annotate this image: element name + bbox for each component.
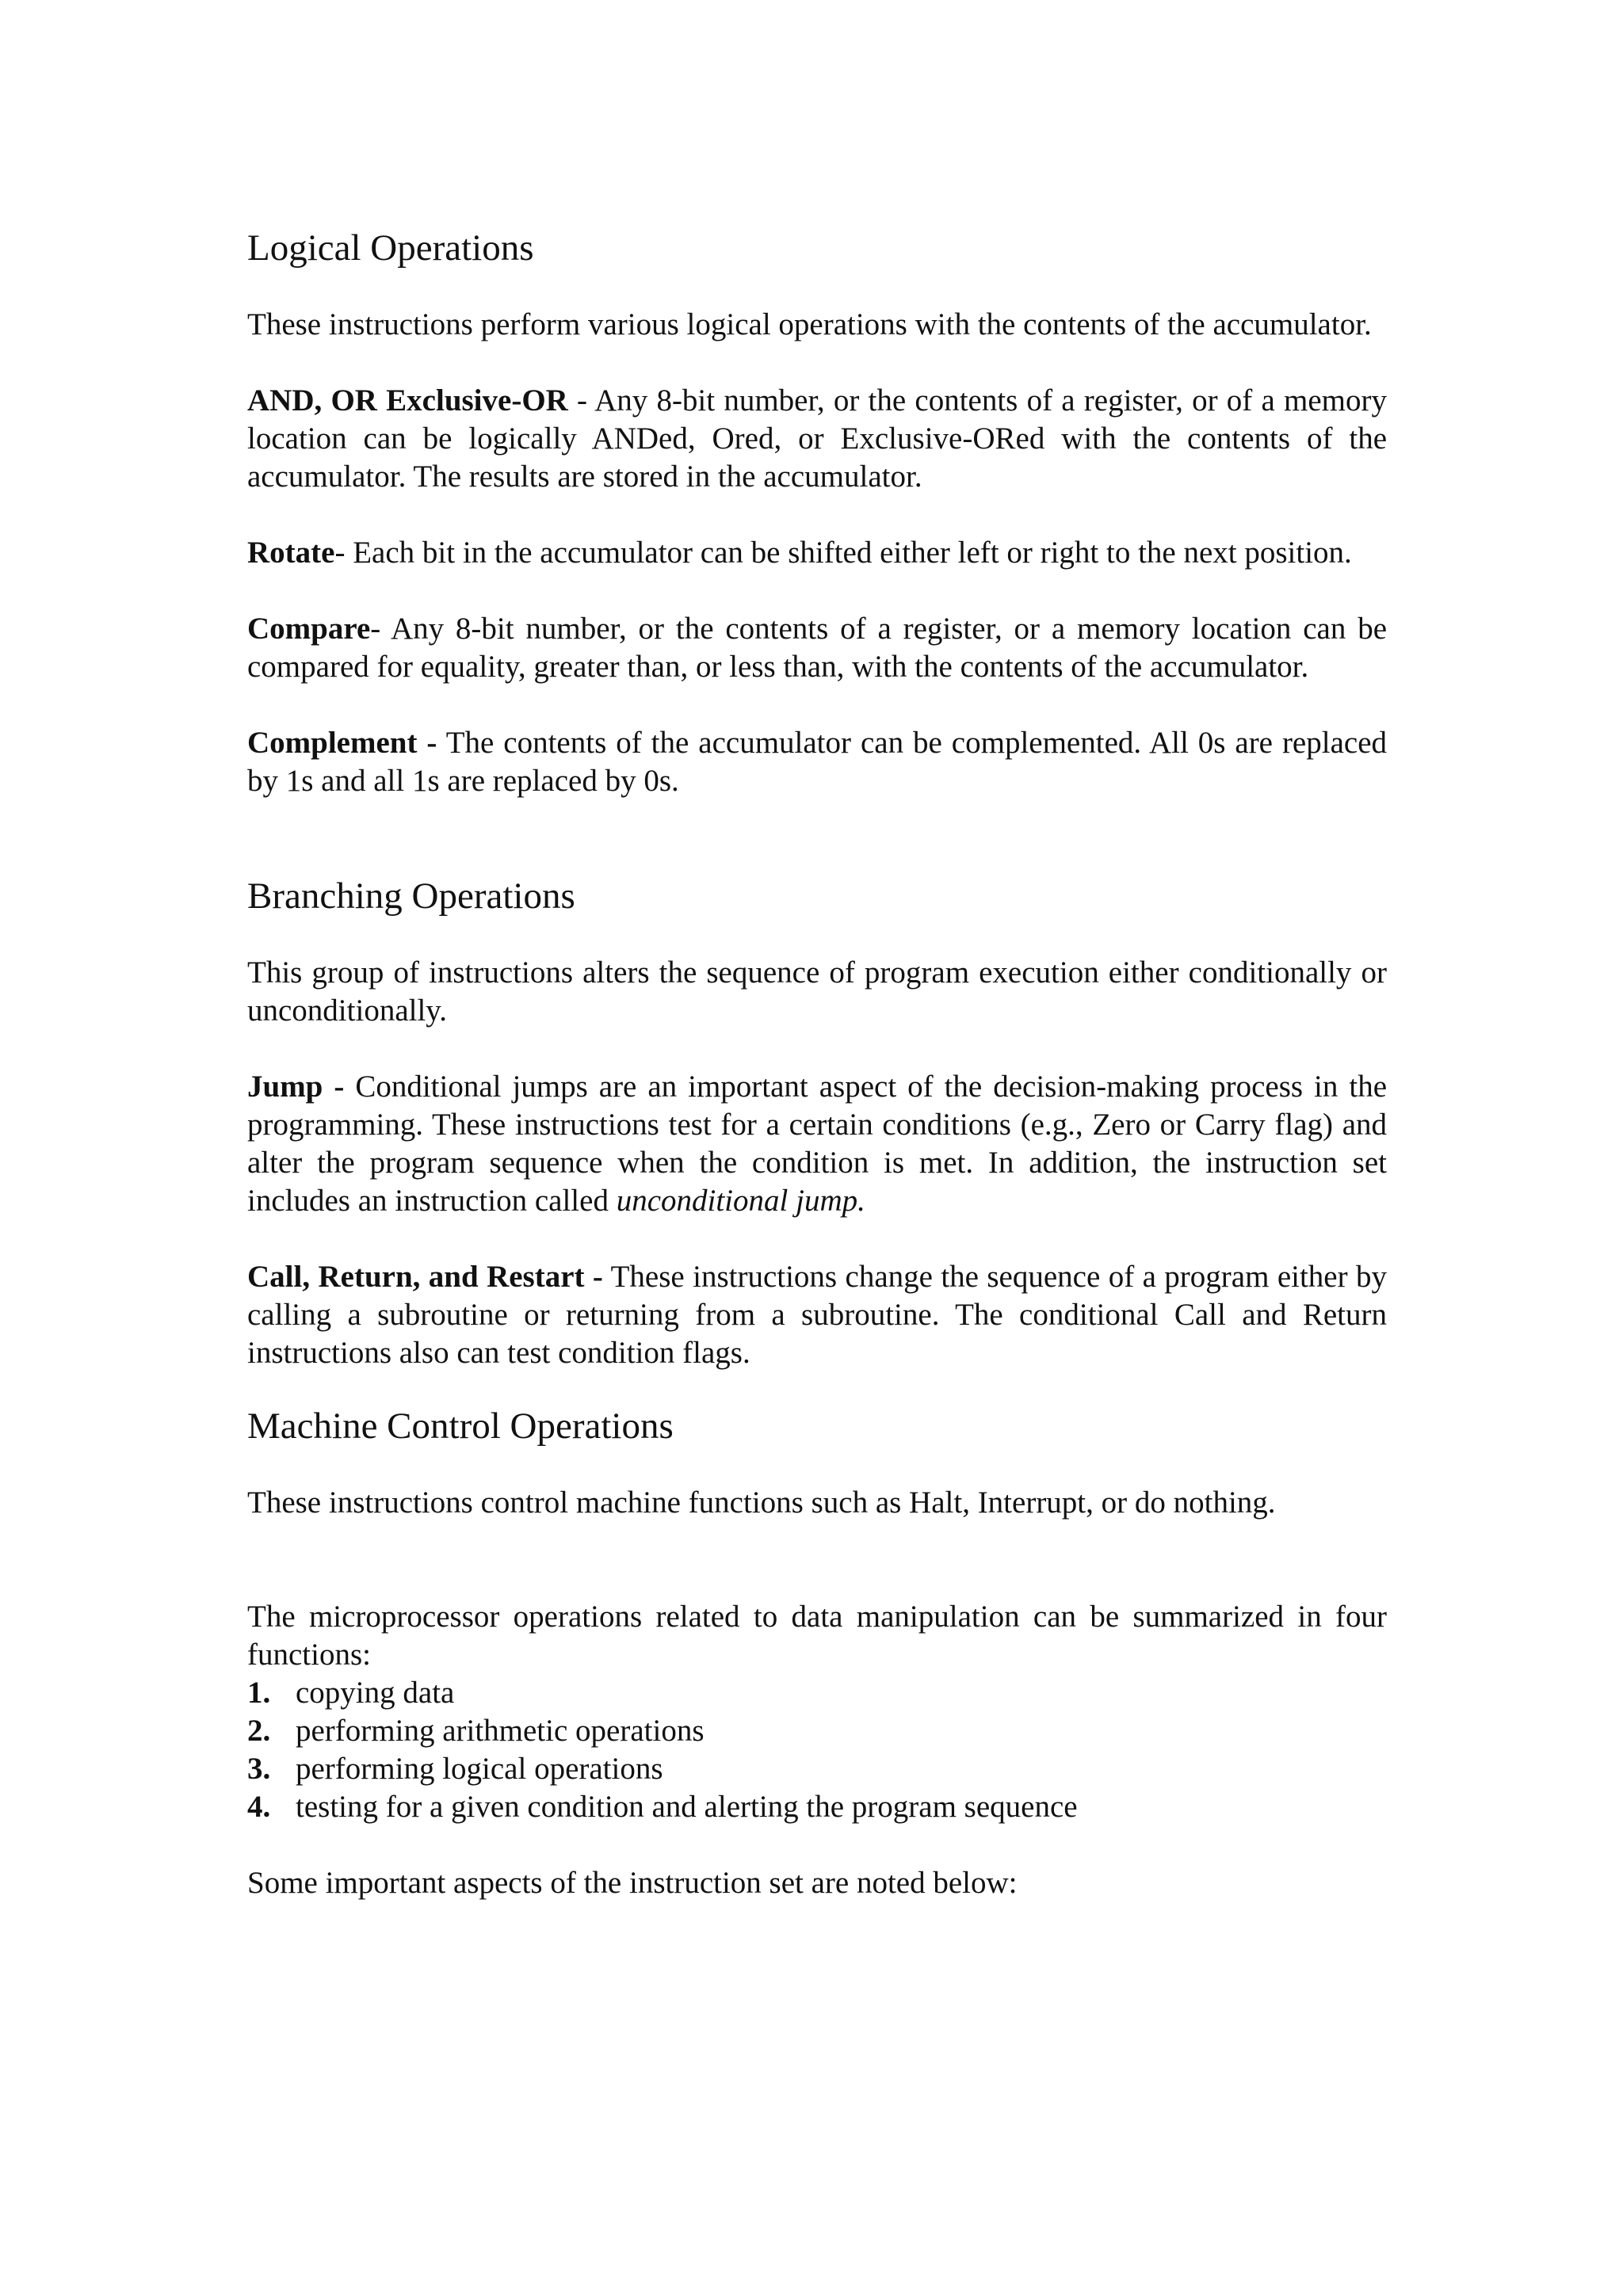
- list-item: [247, 1674, 1387, 1712]
- description-jump: Conditional jumps are an important aspect of the decision-making process in the programming. These instructions test for a certain conditions (e.g., Zero or Carry flag) and alter the program sequence when the condition is met. In addition, the instruction set includes an instruction called: [247, 1070, 1388, 1218]
- description-rotate: Each bit in the accumulator can be shifted either left or right to the next position.: [353, 536, 1352, 570]
- term-separator: -: [370, 612, 391, 646]
- list-number: 2.: [247, 1714, 271, 1748]
- description-call-return-restart: These instructions change the sequence of a program either by calling a subroutine or returning from a subroutine. The conditional Call and Return instructions also can test condition flags.: [247, 1260, 1387, 1370]
- term-jump: Jump -: [247, 1070, 345, 1104]
- logical-item-complement: [247, 724, 1387, 800]
- list-text: performing arithmetic operations: [296, 1714, 705, 1748]
- heading-logical-operations: Logical Operations: [247, 227, 534, 269]
- list-item: [247, 1712, 1387, 1750]
- term-compare: Compare: [247, 612, 371, 646]
- heading-branching-operations: Branching Operations: [247, 875, 575, 917]
- list-text: copying data: [296, 1676, 455, 1710]
- list-text: testing for a given condition and alerting the program sequence: [296, 1790, 1078, 1824]
- branching-item-jump: [247, 1068, 1387, 1220]
- branching-intro: This group of instructions alters the sequence of program execution either conditionally or unconditionally.: [247, 955, 1387, 1028]
- machine-intro: These instructions control machine functions such as Halt, Interrupt, or do nothing.: [247, 1486, 1276, 1520]
- logical-item-and-or-xor: [247, 382, 1387, 496]
- term-call-return-restart: Call, Return, and Restart -: [247, 1260, 603, 1294]
- document-page: [247, 226, 1387, 1902]
- summary-intro: The microprocessor operations related to data manipulation can be summarized in four functions:: [247, 1600, 1387, 1672]
- list-item: [247, 1788, 1387, 1826]
- branching-item-call-return-restart: [247, 1258, 1387, 1372]
- logical-item-compare: [247, 610, 1387, 686]
- functions-list: [247, 1674, 1387, 1826]
- heading-machine-control-operations: Machine Control Operations: [247, 1405, 674, 1447]
- term-rotate: Rotate: [247, 536, 335, 570]
- list-item: [247, 1750, 1387, 1788]
- logical-item-rotate: [247, 534, 1387, 572]
- description-and-or-xor: Any 8-bit number, or the contents of a register, or of a memory location can be logically ANDed, Ored, or Exclusive-ORed with the contents of the accumulator. The results are stored in the accumulator.: [247, 383, 1387, 494]
- list-number: 1.: [247, 1676, 271, 1710]
- term-separator: -: [567, 383, 595, 418]
- logical-intro: These instructions perform various logical operations with the contents of the accumulator.: [247, 307, 1372, 341]
- unconditional-jump-text: unconditional jump.: [616, 1184, 865, 1218]
- list-text: performing logical operations: [296, 1752, 663, 1786]
- list-number: 3.: [247, 1752, 271, 1786]
- description-compare: Any 8-bit number, or the contents of a register, or a memory location can be compared for equality, greater than, or less than, with the contents of the accumulator.: [247, 612, 1387, 684]
- summary-closing: Some important aspects of the instruction set are noted below:: [247, 1866, 1018, 1900]
- description-complement: The contents of the accumulator can be complemented. All 0s are replaced by 1s and all 1s are replaced by 0s.: [247, 726, 1388, 798]
- term-and-or-xor: AND, OR Exclusive-OR: [247, 383, 568, 418]
- list-number: 4.: [247, 1790, 271, 1824]
- term-separator: [437, 726, 445, 760]
- term-complement: Complement -: [247, 726, 437, 760]
- term-separator: -: [334, 536, 353, 570]
